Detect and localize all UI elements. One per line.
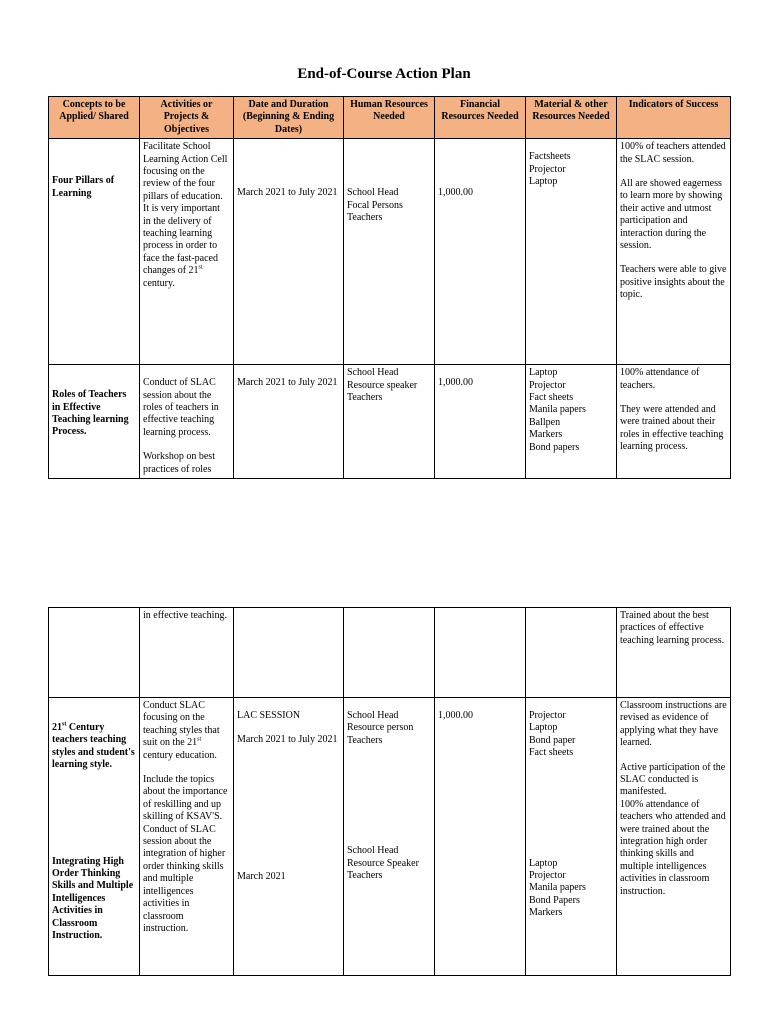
material-item: Markers [529, 429, 563, 441]
concept-sup: st [62, 721, 67, 728]
material-item: Fact sheets [529, 747, 574, 759]
indicators-cell [617, 698, 731, 976]
human-item: Teachers [347, 212, 383, 224]
financial-cell [435, 698, 526, 976]
financial-cell [435, 608, 526, 698]
material-item: Manila papers [529, 882, 586, 894]
activity-text: Include the topics about the importance of reskilling and up skilling of KSAV'S. [143, 774, 228, 823]
activity-text: Conduct of SLAC session about the roles of teachers in effective teaching learning process. [143, 377, 219, 438]
concept-text-part: Century teachers teaching styles and student's learning style. [52, 722, 135, 771]
activity-text: Facilitate School Learning Action Cell focusing on the review of the four pillars of education. It is very important in the delivery of teaching learning process in order to face the fast-paced changes of 21 [143, 141, 228, 277]
indicator-text: 100% attendance of teachers who attended and were trained about the integration high order thinking skills and multiple intelligences activities in classroom instruction. [620, 798, 726, 897]
concept-cell [49, 139, 140, 365]
indicators-cell [617, 608, 731, 698]
header-row [49, 97, 731, 139]
activity-cell [140, 698, 234, 976]
activity-cell [140, 365, 234, 479]
material-item: Laptop [529, 857, 558, 869]
material-item: Laptop [529, 176, 558, 188]
header-concepts: Concepts to be Applied/ Shared [49, 97, 140, 139]
financial-text: 1,000.00 [438, 710, 473, 721]
material-item: Factsheets [529, 151, 571, 163]
page-title: End-of-Course Action Plan [297, 66, 471, 82]
header-activities: Activities or Projects & Objectives [140, 97, 234, 139]
human-item: Resource speaker [347, 379, 418, 391]
date-text: March 2021 to July 2021 [237, 734, 338, 746]
human-item: School Head [347, 367, 399, 379]
date-cell [234, 608, 344, 698]
material-item: Bond paper [529, 734, 576, 746]
activity-text-end: century. [143, 277, 175, 289]
material-item: Bond Papers [529, 894, 580, 906]
activity-text-part: century education. [143, 749, 217, 761]
indicator-text: Teachers were able to give positive insights about the topic. [620, 264, 727, 301]
material-item: Projector [529, 710, 566, 721]
financial-cell [435, 139, 526, 365]
action-plan-table-page1 [48, 96, 731, 479]
date-cell [234, 139, 344, 365]
activity-sup: st [198, 264, 203, 271]
activity-text: Workshop on best practices of roles [143, 451, 215, 475]
human-item: Teachers [347, 392, 383, 404]
concept-cell [49, 608, 140, 698]
indicator-text: All are showed eagerness to learn more by showing their active and utmost participation and interaction during the session. [620, 178, 723, 252]
date-text: LAC SESSION [237, 710, 301, 721]
human-item: Resource Speaker [347, 857, 419, 869]
indicator-text: Trained about the best practices of effective teaching learning process. [620, 610, 725, 646]
activity-text [143, 700, 230, 762]
financial-cell [435, 365, 526, 479]
material-item: Fact sheets [529, 392, 574, 404]
date-text: March 2021 to July 2021 [237, 187, 338, 199]
header-human-resources: Human Resources Needed [344, 97, 435, 139]
material-item: Projector [529, 870, 566, 882]
concept-cell [49, 365, 140, 479]
human-item: School Head [347, 187, 399, 199]
activity-cell [140, 608, 234, 698]
activity-text: Conduct of SLAC session about the integration of higher order thinking skills and multiple intelligences activities in classroom instruction. [143, 823, 226, 934]
material-cell [526, 365, 617, 479]
header-financial: Financial Resources Needed [435, 97, 526, 139]
human-item: Teachers [347, 870, 383, 882]
material-cell [526, 608, 617, 698]
header-material: Material & other Resources Needed [526, 97, 617, 139]
human-cell [344, 365, 435, 479]
indicators-cell [617, 365, 731, 479]
material-item: Laptop [529, 367, 558, 379]
date-text: March 2021 [237, 870, 286, 882]
activity-sup: st [197, 736, 202, 743]
concept-text-2: Integrating High Order Thinking Skills and Multiple Intelligences Activities in Classroom Instruction. [52, 855, 134, 942]
indicator-text: 100% attendance of teachers. [620, 367, 700, 391]
material-item: Manila papers [529, 404, 586, 416]
indicator-text: Active participation of the SLAC conducted is manifested. [620, 761, 726, 798]
human-cell [344, 698, 435, 976]
date-cell [234, 698, 344, 976]
material-item: Projector [529, 379, 566, 391]
human-item: Resource person [347, 722, 414, 734]
material-item: Bond papers [529, 441, 580, 453]
material-item: Projector [529, 163, 566, 175]
concept-cell [49, 698, 140, 976]
material-item: Markers [529, 907, 563, 919]
activity-cell [140, 139, 234, 365]
table-row [49, 608, 731, 698]
material-item: Ballpen [529, 416, 561, 428]
material-cell [526, 139, 617, 365]
activity-text-part: Conduct SLAC focusing on the teaching styles that suit on the 21 [143, 700, 220, 749]
indicator-text: Classroom instructions are revised as evidence of applying what they have learned. [620, 700, 727, 749]
date-cell [234, 365, 344, 479]
table-row [49, 139, 731, 365]
human-item: School Head [347, 710, 399, 721]
indicators-cell [617, 139, 731, 365]
header-date: Date and Duration (Beginning & Ending Dates) [234, 97, 344, 139]
human-item: School Head [347, 845, 399, 857]
concept-text [52, 722, 135, 770]
header-indicators: Indicators of Success [617, 97, 731, 139]
human-cell [344, 608, 435, 698]
concept-text: Four Pillars of Learning [52, 175, 115, 199]
financial-text: 1,000.00 [438, 377, 473, 389]
material-cell [526, 698, 617, 976]
activity-text: in effective teaching. [143, 610, 227, 621]
human-item: Focal Persons [347, 199, 403, 211]
human-cell [344, 139, 435, 365]
indicator-text: 100% of teachers attended the SLAC session. [620, 141, 726, 165]
material-item: Laptop [529, 722, 558, 734]
date-text: March 2021 to July 2021 [237, 377, 338, 389]
table-row [49, 698, 731, 976]
human-item: Teachers [347, 734, 383, 746]
concept-text-part: 21 [52, 722, 62, 733]
table-row [49, 365, 731, 479]
financial-text: 1,000.00 [438, 187, 473, 199]
action-plan-table-page2 [48, 607, 731, 976]
concept-text: Roles of Teachers in Effective Teaching learning Process. [52, 389, 129, 438]
indicator-text: They were attended and were trained about their roles in effective teaching learning process. [620, 404, 724, 453]
